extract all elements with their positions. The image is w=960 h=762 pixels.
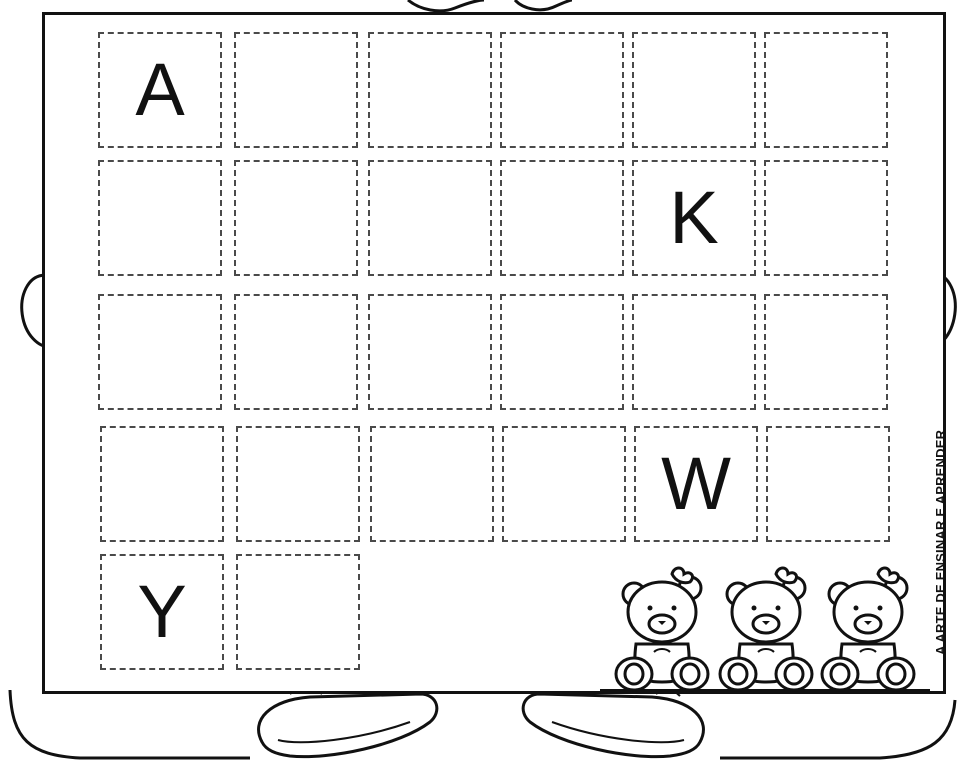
cell-letter: W xyxy=(661,442,731,525)
letter-cell[interactable] xyxy=(764,160,888,276)
letter-cell[interactable] xyxy=(632,160,756,276)
letter-cell[interactable] xyxy=(500,160,624,276)
letter-cell[interactable] xyxy=(234,294,358,410)
teddy-bear-icon xyxy=(818,564,922,694)
letter-cell[interactable] xyxy=(500,294,624,410)
watermark-text: A ARTE DE ENSINAR E APRENDER xyxy=(933,429,948,655)
letter-cell[interactable] xyxy=(764,294,888,410)
letter-cell[interactable] xyxy=(98,294,222,410)
letter-cell[interactable] xyxy=(368,160,492,276)
letter-cell[interactable] xyxy=(236,554,360,670)
letter-cell[interactable] xyxy=(632,294,756,410)
letter-cell[interactable] xyxy=(234,32,358,148)
teddy-bear-icon xyxy=(716,564,820,694)
cell-letter: A xyxy=(135,48,185,131)
letter-cell[interactable] xyxy=(98,160,222,276)
letter-cell[interactable] xyxy=(234,160,358,276)
letter-cell[interactable] xyxy=(368,32,492,148)
left-shoe-icon xyxy=(259,688,437,757)
letter-cell[interactable] xyxy=(236,426,360,542)
letter-cell[interactable] xyxy=(370,426,494,542)
letter-cell[interactable] xyxy=(502,426,626,542)
letter-cell[interactable] xyxy=(766,426,890,542)
cell-letter: K xyxy=(669,176,719,259)
letter-cell[interactable] xyxy=(764,32,888,148)
letter-cell[interactable] xyxy=(100,426,224,542)
letter-cell[interactable] xyxy=(632,32,756,148)
teddy-bear-icon xyxy=(612,564,716,694)
letter-cell[interactable] xyxy=(368,294,492,410)
right-shoe-icon xyxy=(523,690,703,757)
letter-cell[interactable] xyxy=(634,426,758,542)
letter-cell[interactable] xyxy=(500,32,624,148)
cell-letter: Y xyxy=(137,570,187,653)
letter-cell[interactable] xyxy=(100,554,224,670)
letter-cell[interactable] xyxy=(98,32,222,148)
hair-bow-icon xyxy=(408,0,572,11)
